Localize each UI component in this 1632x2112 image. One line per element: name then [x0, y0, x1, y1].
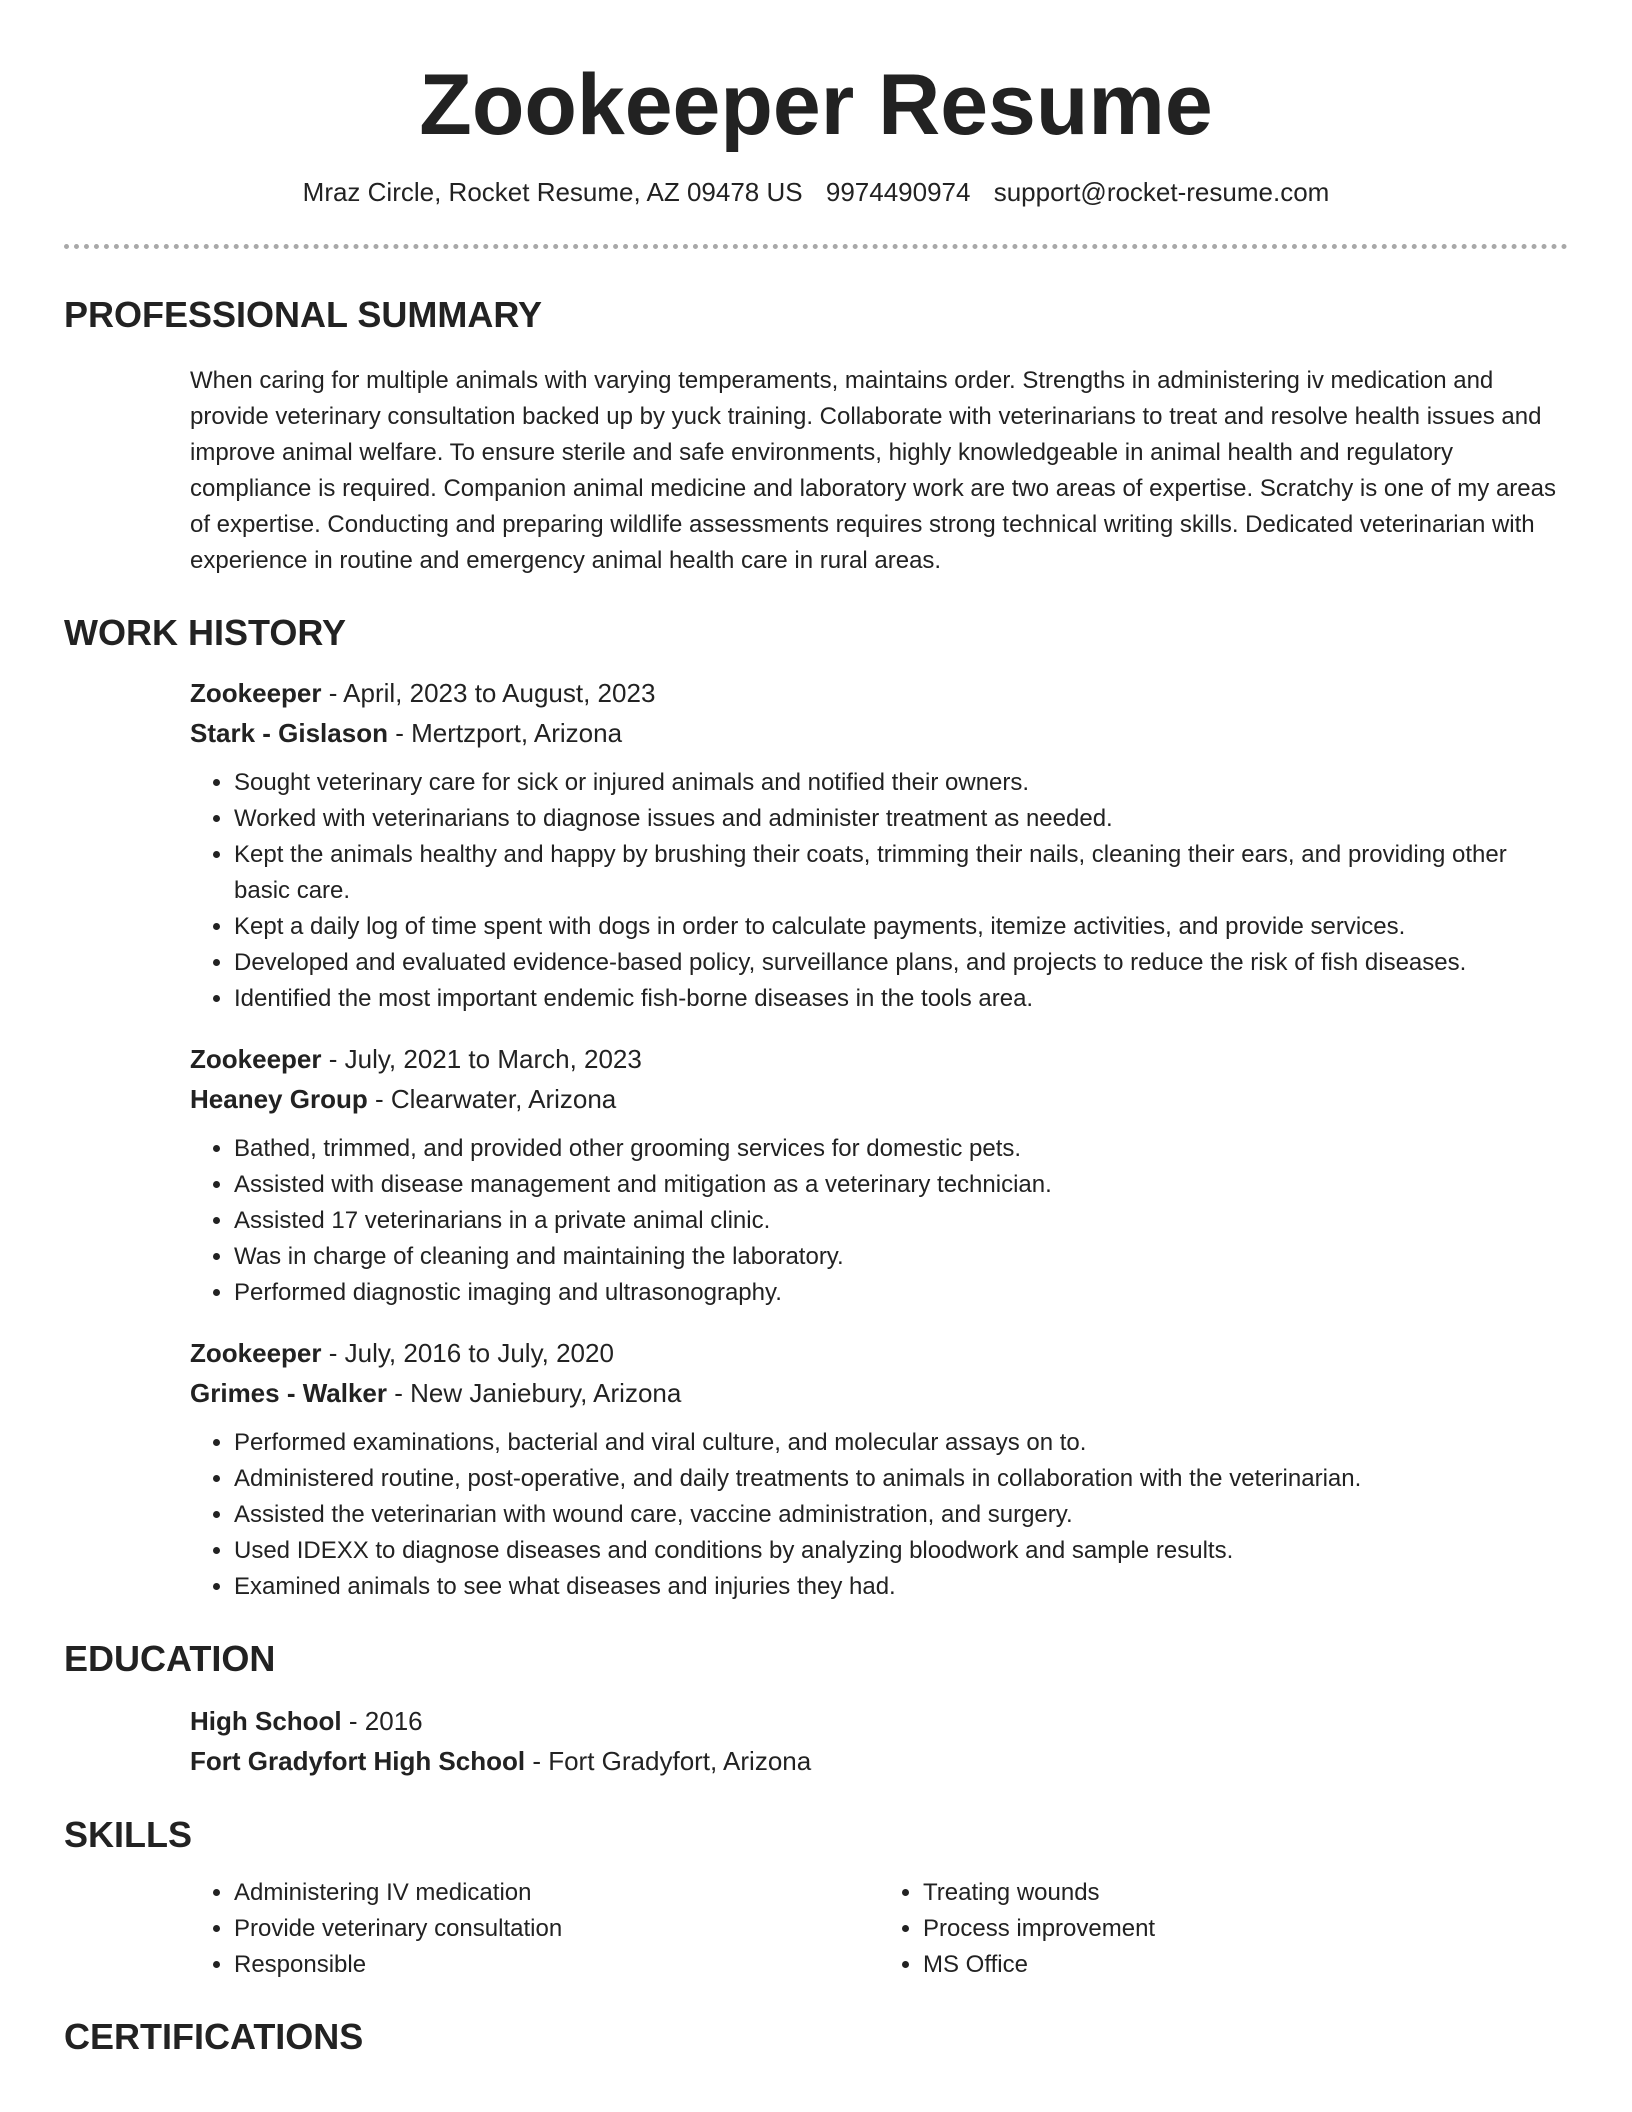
job-company-line	[190, 1079, 1568, 1119]
job-entry	[190, 673, 1568, 1017]
list-item: • Performed examinations, bacterial and viral culture, and molecular assays on to.	[234, 1425, 1568, 1461]
education-year: - 2016	[341, 1705, 423, 1736]
skill-item: • MS Office	[923, 1947, 1568, 1983]
job-role: Zookeeper	[190, 677, 322, 708]
list-item: • Developed and evaluated evidence-based policy, surveillance plans, and projects to reduce the risk of fish diseases.	[234, 945, 1568, 981]
job-company-line	[190, 713, 1568, 753]
contact-line	[0, 177, 1632, 208]
job-company-line	[190, 1373, 1568, 1413]
job-bullets	[190, 1425, 1568, 1605]
header-divider	[64, 244, 1568, 249]
skill-item: • Process improvement	[923, 1911, 1568, 1947]
section-title-education: EDUCATION	[64, 1637, 276, 1679]
job-role: Zookeeper	[190, 1337, 322, 1368]
education-school: Fort Gradyfort High School	[190, 1745, 526, 1776]
section-title-certifications: CERTIFICATIONS	[64, 2015, 364, 2057]
job-bullets	[190, 1131, 1568, 1311]
list-item: • Assisted with disease management and mitigation as a veterinary technician.	[234, 1167, 1568, 1203]
education-degree-line	[190, 1701, 1568, 1741]
section-title-summary: PROFESSIONAL SUMMARY	[64, 293, 543, 335]
summary-text: When caring for multiple animals with varying temperaments, maintains order. Strengths in administering iv medication and provide veterinary consultation backed up by yuck training. Collaborate with veterinarians to treat and resolve health issues and improve animal welfare. To ensure sterile and safe environments, highly knowledgeable in animal health and regulatory compliance is required. Companion animal medicine and laboratory work are two areas of expertise. Scratchy is one of my areas of expertise. Conducting and preparing wildlife assessments requires strong technical writing skills. Dedicated veterinarian with experience in routine and emergency animal health care in rural areas.	[190, 366, 1556, 574]
list-item: • Kept a daily log of time spent with dogs in order to calculate payments, itemize activities, and provide services.	[234, 909, 1568, 945]
skill-item: • Provide veterinary consultation	[234, 1911, 879, 1947]
list-item: • Administered routine, post-operative, and daily treatments to animals in collaboration with the veterinarian.	[234, 1461, 1568, 1497]
education-school-line	[190, 1741, 1568, 1781]
skill-item: • Treating wounds	[923, 1875, 1568, 1911]
skills-column-right	[879, 1875, 1568, 1983]
contact-phone: 9974490974	[825, 176, 971, 207]
education-entry	[190, 1701, 1568, 1781]
skills-column-left	[190, 1875, 879, 1983]
section-title-work-history: WORK HISTORY	[64, 611, 347, 653]
resume-title: Zookeeper Resume	[419, 57, 1213, 153]
job-dates: - April, 2023 to August, 2023	[321, 677, 656, 708]
job-entry	[190, 1333, 1568, 1605]
list-item: • Performed diagnostic imaging and ultrasonography.	[234, 1275, 1568, 1311]
skills-list	[190, 1875, 1568, 1983]
list-item: • Used IDEXX to diagnose diseases and conditions by analyzing bloodwork and sample results.	[234, 1533, 1568, 1569]
job-company: Grimes - Walker	[190, 1377, 388, 1408]
job-bullets	[190, 765, 1568, 1017]
job-role-line	[190, 1039, 1568, 1079]
contact-address: Mraz Circle, Rocket Resume, AZ 09478 US	[302, 176, 803, 207]
list-item: • Examined animals to see what diseases and injuries they had.	[234, 1569, 1568, 1605]
job-entry	[190, 1039, 1568, 1311]
skill-item: • Responsible	[234, 1947, 879, 1983]
job-company: Heaney Group	[190, 1083, 368, 1114]
job-company: Stark - Gislason	[190, 717, 388, 748]
list-item: • Was in charge of cleaning and maintaining the laboratory.	[234, 1239, 1568, 1275]
job-location: - New Janiebury, Arizona	[387, 1377, 682, 1408]
job-role-line	[190, 673, 1568, 713]
list-item: • Sought veterinary care for sick or injured animals and notified their owners.	[234, 765, 1568, 801]
list-item: • Identified the most important endemic fish-borne diseases in the tools area.	[234, 981, 1568, 1017]
job-role: Zookeeper	[190, 1043, 322, 1074]
job-location: - Clearwater, Arizona	[367, 1083, 617, 1114]
list-item: • Kept the animals healthy and happy by brushing their coats, trimming their nails, cleaning their ears, and providing other basic care.	[234, 837, 1568, 909]
job-role-line	[190, 1333, 1568, 1373]
section-title-skills: SKILLS	[64, 1813, 193, 1855]
job-dates: - July, 2021 to March, 2023	[321, 1043, 642, 1074]
contact-email: support@rocket-resume.com	[993, 176, 1330, 207]
list-item: • Bathed, trimmed, and provided other grooming services for domestic pets.	[234, 1131, 1568, 1167]
education-location: - Fort Gradyfort, Arizona	[525, 1745, 812, 1776]
education-degree: High School	[190, 1705, 342, 1736]
list-item: • Assisted 17 veterinarians in a private animal clinic.	[234, 1203, 1568, 1239]
skill-item: • Administering IV medication	[234, 1875, 879, 1911]
job-location: - Mertzport, Arizona	[387, 717, 623, 748]
list-item: • Worked with veterinarians to diagnose issues and administer treatment as needed.	[234, 801, 1568, 837]
job-dates: - July, 2016 to July, 2020	[321, 1337, 614, 1368]
list-item: • Assisted the veterinarian with wound care, vaccine administration, and surgery.	[234, 1497, 1568, 1533]
